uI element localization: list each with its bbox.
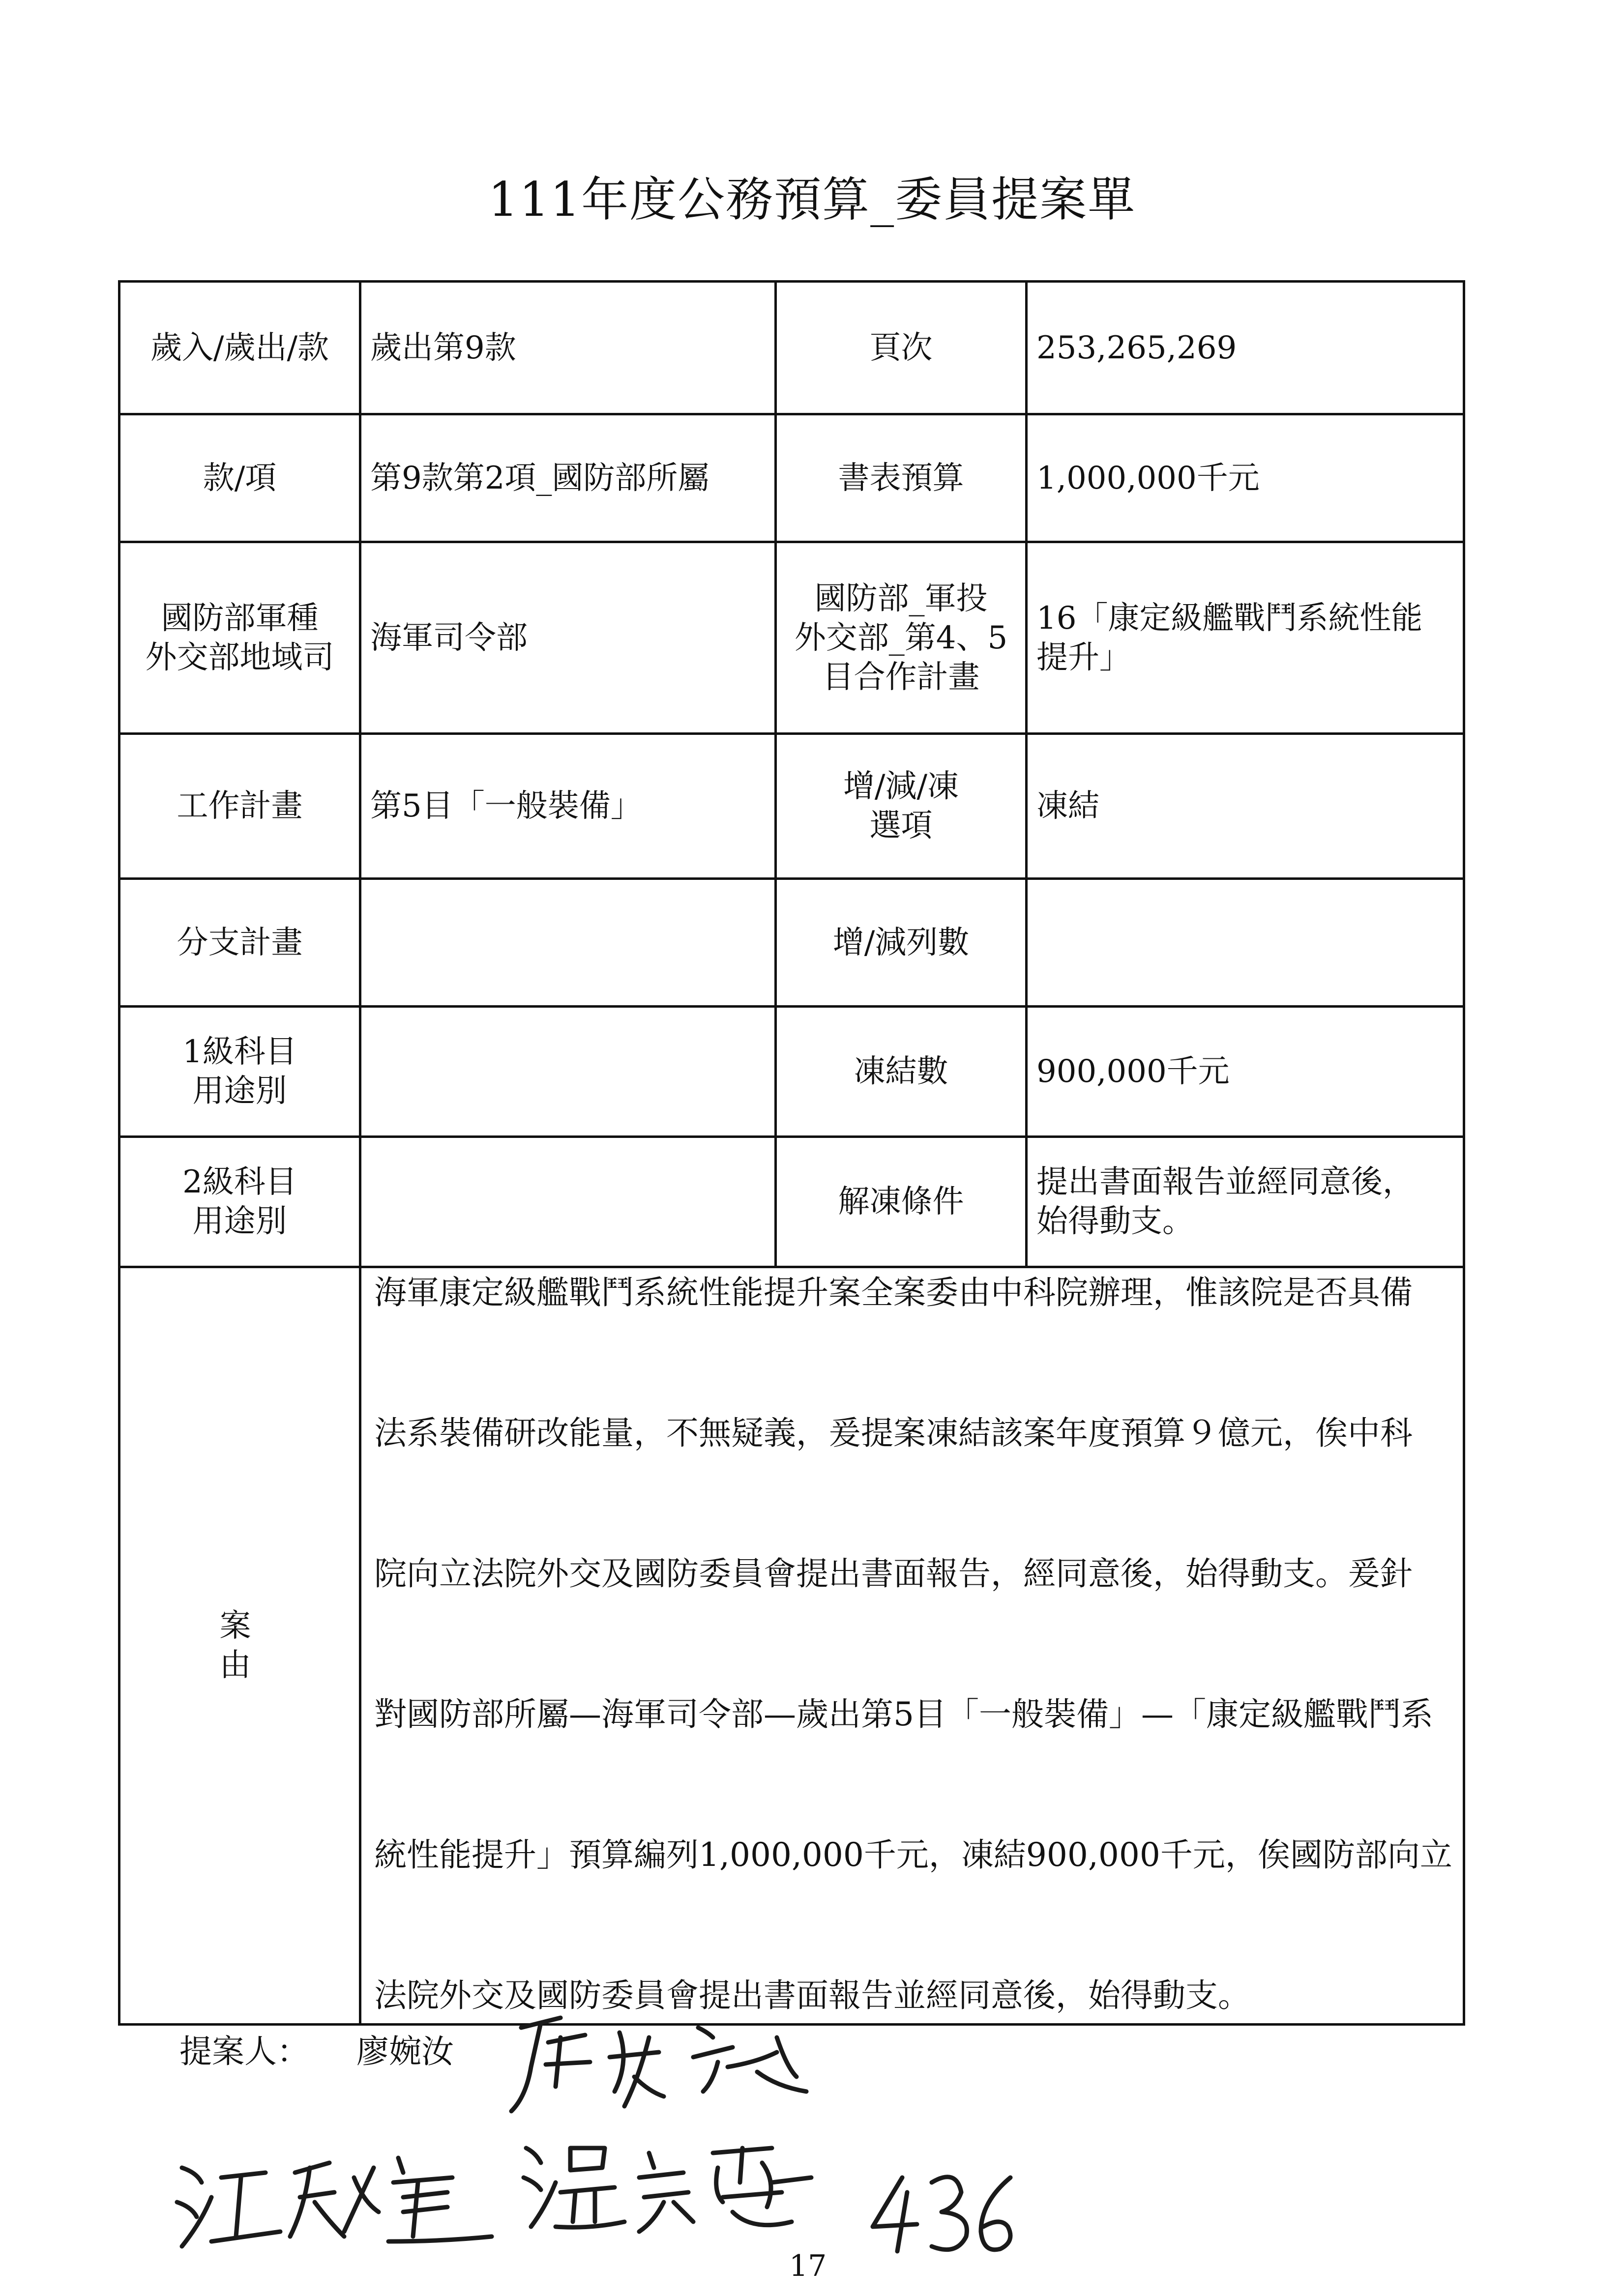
label-cell: 增/減列數 (776, 879, 1027, 1007)
value-cell: 1,000,000千元 (1027, 414, 1464, 542)
value-cell (1027, 1137, 1464, 1267)
reason-line: 統性能提升」預算編列1,000,000千元，凍結900,000千元，俟國防部向立 (374, 1836, 1452, 1874)
value-cell (360, 1137, 776, 1267)
reason-row (119, 1267, 1464, 2025)
label-line: 外交部地域司 (145, 639, 334, 676)
label-line: 國防部軍種 (161, 600, 319, 637)
value-line: 提出書面報告並經同意後， (1036, 1164, 1414, 1200)
reason-label: 案由 (119, 1267, 360, 2025)
label-line: 1級科目 (182, 1034, 297, 1070)
reason-line: 法院外交及國防委員會提出書面報告並經同意後，始得動支。 (374, 1976, 1250, 2014)
label-line: 選項 (869, 808, 933, 844)
value-cell: 253,265,269 (1027, 282, 1464, 414)
label-cell: 頁次 (776, 282, 1027, 414)
table-row (119, 282, 1464, 414)
label-line: 增/減/凍 (843, 768, 959, 805)
value-line: 16「康定級艦戰鬥系統性能 (1036, 600, 1423, 637)
reason-line: 法系裝備研改能量，不無疑義，爰提案凍結該案年度預算９億元，俟中科 (374, 1414, 1413, 1452)
value-line: 提升」 (1036, 639, 1131, 676)
label-cell: 解凍條件 (776, 1137, 1027, 1267)
table-row (119, 1007, 1464, 1137)
label-line: 外交部_第4、5 (794, 619, 1008, 656)
reason-text (360, 1267, 1464, 2025)
label-cell (776, 542, 1027, 734)
label-cell: 款/項 (119, 414, 360, 542)
value-cell: 第5目「一般裝備」 (360, 734, 776, 879)
label-cell: 工作計畫 (119, 734, 360, 879)
label-cell: 書表預算 (776, 414, 1027, 542)
value-cell: 第9款第2項_國防部所屬 (360, 414, 776, 542)
value-cell (1027, 879, 1464, 1007)
reason-line: 對國防部所屬—海軍司令部—歲出第5目「一般裝備」—「康定級艦戰鬥系 (374, 1695, 1433, 1733)
label-line: 用途別 (192, 1073, 287, 1109)
value-cell (360, 879, 776, 1007)
label-cell (119, 1137, 360, 1267)
table-row (119, 1137, 1464, 1267)
label-cell: 凍結數 (776, 1007, 1027, 1137)
page-title: 111年度公務預算_委員提案單 (488, 172, 1136, 227)
label-line: 2級科目 (182, 1164, 297, 1200)
proposer-name: 廖婉汝 (356, 2033, 454, 2070)
value-cell (360, 1007, 776, 1137)
label-cell: 歲入/歲出/款 (119, 282, 360, 414)
label-line: 目合作計畫 (822, 659, 980, 696)
handwritten-signature (516, 2128, 821, 2241)
label-cell (119, 542, 360, 734)
handwritten-number (863, 2163, 1025, 2261)
value-cell: 900,000千元 (1027, 1007, 1464, 1137)
table-row (119, 414, 1464, 542)
label-cell: 分支計畫 (119, 879, 360, 1007)
reason-line: 海軍康定級艦戰鬥系統性能提升案全案委由中科院辦理，惟該院是否具備 (374, 1274, 1413, 1311)
proposal-form-table (118, 280, 1465, 2026)
value-cell: 歲出第9款 (360, 282, 776, 414)
value-cell (1027, 542, 1464, 734)
label-line: 用途別 (192, 1203, 287, 1240)
label-line: 國防部_軍投 (814, 580, 988, 617)
handwritten-signature (167, 2138, 502, 2256)
value-line: 始得動支。 (1036, 1203, 1194, 1240)
proposer-label: 提案人： (179, 2033, 309, 2070)
value-cell: 凍結 (1027, 734, 1464, 879)
label-cell (776, 734, 1027, 879)
page-number: 17 (789, 2249, 827, 2283)
handwritten-signature (502, 2008, 821, 2121)
table-row (119, 734, 1464, 879)
label-cell (119, 1007, 360, 1137)
reason-line: 院向立法院外交及國防委員會提出書面報告，經同意後，始得動支。爰針 (374, 1555, 1413, 1593)
table-row (119, 879, 1464, 1007)
value-cell: 海軍司令部 (360, 542, 776, 734)
table-row (119, 542, 1464, 734)
